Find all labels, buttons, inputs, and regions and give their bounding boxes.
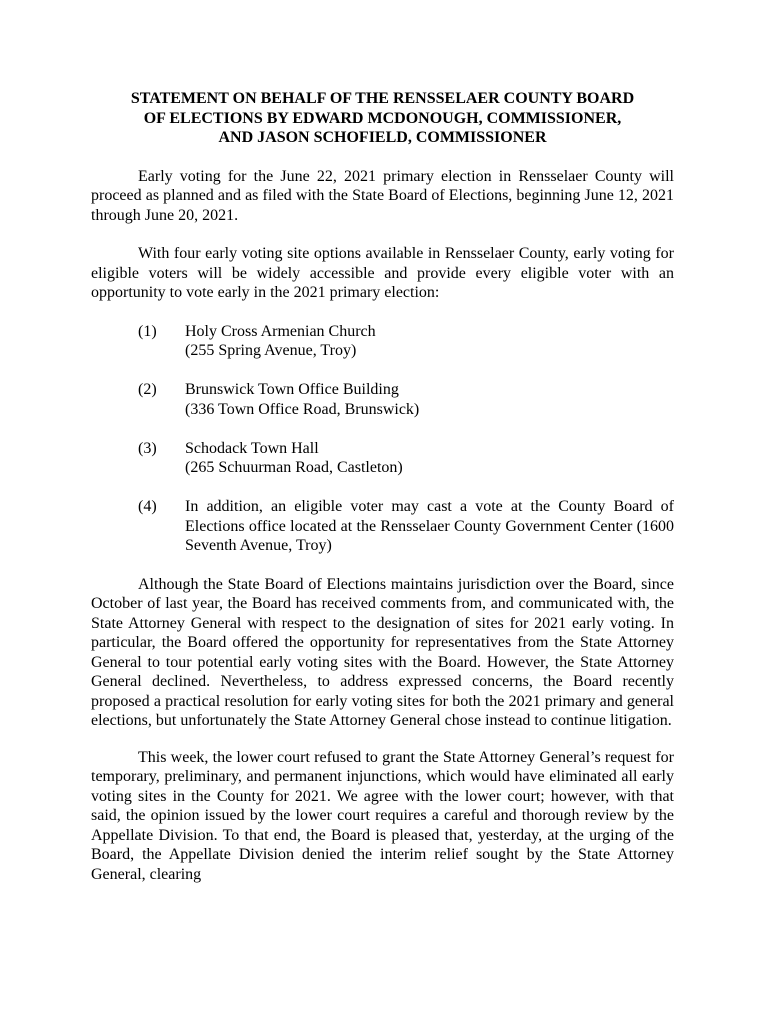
document-page: [91, 89, 674, 903]
early-voting-site-list: [91, 322, 674, 556]
site-name: Holy Cross Armenian Church: [185, 322, 376, 340]
list-item-number: (4): [138, 498, 157, 515]
list-item-number: (1): [138, 322, 157, 340]
site-address: (255 Spring Avenue, Troy): [185, 342, 357, 359]
site-address: (265 Schuurman Road, Castleton): [185, 459, 403, 476]
list-item: [91, 497, 674, 556]
title-line-3: AND JASON SCHOFIELD, COMMISSIONER: [218, 129, 547, 146]
paragraph-early-voting-dates: Early voting for the June 22, 2021 primary election in Rensselaer County will proceed as planned and as filed with the State Board of Elections, beginning June 12, 2021 through June 20, 2021.: [91, 167, 674, 224]
paragraph-site-options: With four early voting site options available in Rensselaer County, early voting for eligible voters will be widely accessible and provide every eligible voter with an opportunity to vote early in the 2021 primary election:: [91, 245, 674, 301]
paragraph-lower-court-ruling: This week, the lower court refused to grant the State Attorney General’s request for temporary, preliminary, and permanent injunctions, which would have eliminated all early voting sites in the County for 2021. We agree with the lower court; however, with that said, the opinion issued by the lower court requires a careful and thorough review by the Appellate Division. To that end, the Board is pleased that, yesterday, at the urging of the Board, the Appellate Division denied the interim relief sought by the State Attorney General, clearing: [91, 748, 674, 883]
title-line-2: OF ELECTIONS BY EDWARD MCDONOUGH, COMMISSIONER,: [143, 109, 622, 127]
site-county-board-office: In addition, an eligible voter may cast a vote at the County Board of Elections office located at the Rensselaer County Government Center (1600 Seventh Avenue, Troy): [185, 498, 674, 554]
list-item-body: [185, 497, 674, 556]
site-name: Brunswick Town Office Building: [185, 381, 399, 398]
list-item: [91, 380, 674, 419]
list-item-body: [185, 380, 674, 419]
site-address: (336 Town Office Road, Brunswick): [185, 400, 420, 418]
paragraph-attorney-general-litigation: Although the State Board of Elections maintains jurisdiction over the Board, since October of last year, the Board has received comments from, and communicated with, the State Attorney General with respect to the designation of sites for 2021 early voting. In particular, the Board offered the opportunity for representatives from the State Attorney General to tour potential early voting sites with the Board. However, the State Attorney General declined. Nevertheless, to address expressed concerns, the Board recently proposed a practical resolution for early voting sites for both the 2021 primary and general elections, but unfortunately the State Attorney General chose instead to continue litigation.: [91, 575, 674, 729]
title-line-1: STATEMENT ON BEHALF OF THE RENSSELAER COUNTY BOARD: [130, 90, 635, 107]
site-name: Schodack Town Hall: [185, 439, 319, 457]
list-item-number: (3): [138, 439, 157, 457]
list-item: [91, 322, 674, 361]
list-item-body: [185, 322, 674, 361]
list-item-body: [185, 439, 674, 478]
document-title: [91, 89, 674, 148]
list-item: [91, 439, 674, 478]
list-item-number: (2): [138, 381, 157, 398]
